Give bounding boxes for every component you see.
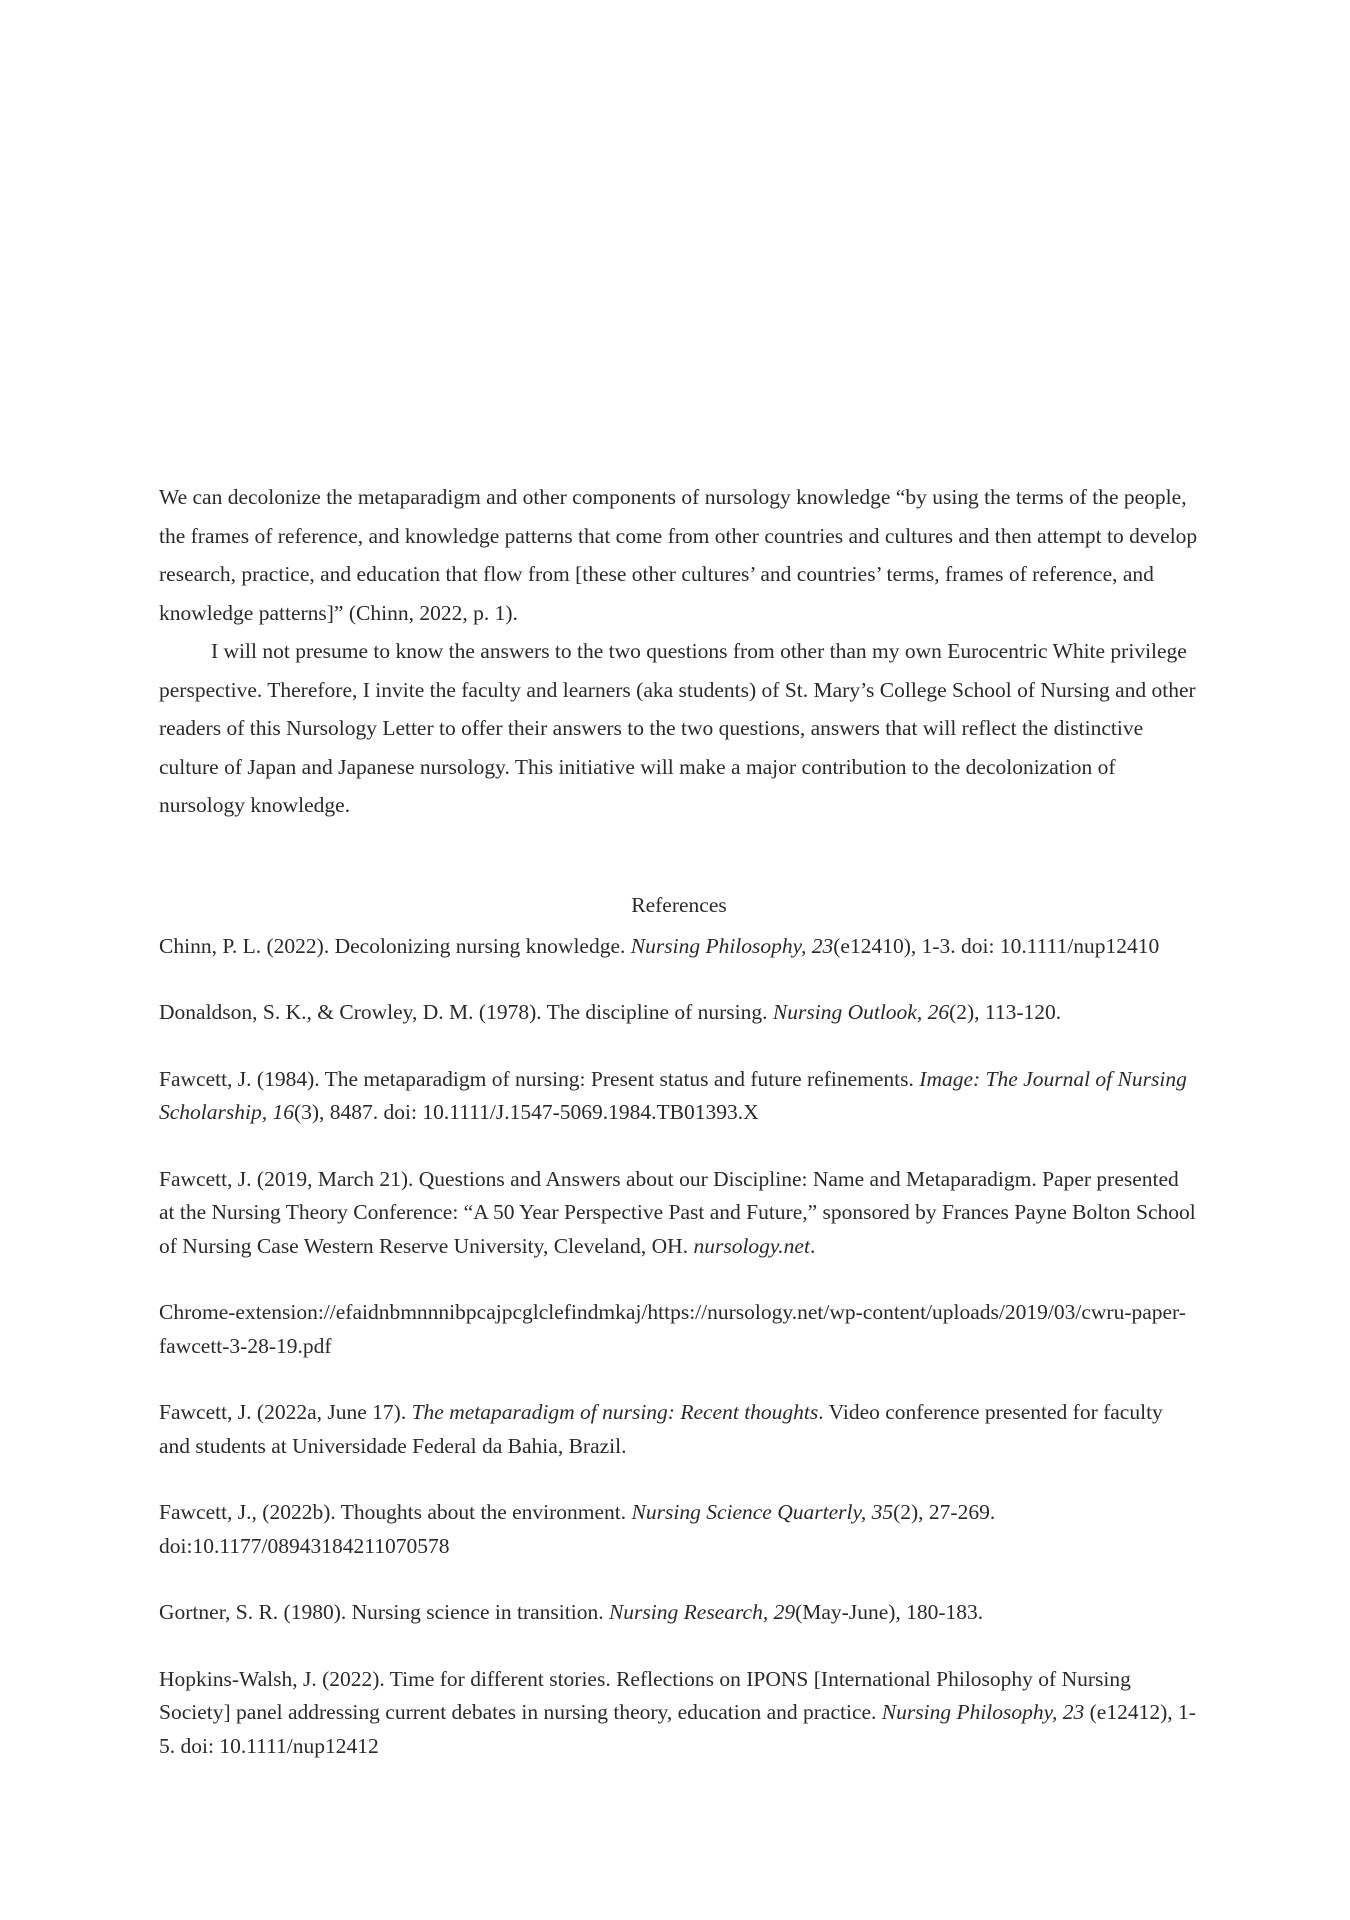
reference-text: . (809, 1233, 816, 1258)
reference-item (159, 1163, 1199, 1264)
reference-text: (2), 113-120. (949, 1000, 1062, 1024)
paragraph-invitation: I will not presume to know the answers to the two questions from other than my own Eurocentric White privilege perspective. Therefore, I invite the faculty and learners (aka students) of St. Mary’s College School of Nursing and other readers of this Nursology Letter to offer their answers to the two questions, answers that will reflect the distinctive culture of Japan and Japanese nursology. This initiative will make a major contribution to the decolonization of nursology knowledge. (159, 639, 1196, 817)
reference-item (159, 1596, 1199, 1630)
reference-text: (2), 27-269. doi:10.1177/08943184211070578 (159, 1500, 996, 1558)
reference-text: (e12410), 1-3. doi: 10.1111/nup12410 (833, 933, 1160, 958)
reference-source: Nursing Philosophy, 23 (881, 1700, 1085, 1724)
reference-text: Fawcett, J. (2022a, June 17). (159, 1400, 412, 1424)
reference-text: (e12412), 1-5. doi: 10.1111/nup12412 (159, 1700, 1196, 1758)
body-text (159, 478, 1199, 825)
reference-source: The metaparadigm of nursing: Recent thoughts (411, 1400, 819, 1424)
reference-text: Chrome-extension://efaidnbmnnnibpcajpcglclefindmkaj/https://nursology.net/wp-content/uploads/2019/03/cwru-paper-fawcett-3-28-19.pdf (159, 1300, 1186, 1358)
reference-source: Image: The Journal of Nursing Scholarship, 16 (159, 1066, 1187, 1124)
references-list (159, 930, 1199, 1764)
reference-text: Gortner, S. R. (1980). Nursing science in transition. (159, 1600, 609, 1624)
reference-source: Nursing Outlook, 26 (772, 1000, 950, 1024)
reference-text: . Video conference presented for faculty and students at Universidade Federal da Bahia, Brazil. (159, 1400, 1163, 1458)
reference-source: nursology.net (693, 1233, 810, 1258)
reference-source: Nursing Science Quarterly, 35 (631, 1500, 894, 1524)
reference-item (159, 1496, 1199, 1563)
reference-item (159, 996, 1199, 1030)
reference-item (159, 930, 1199, 964)
reference-text: Chinn, P. L. (2022). Decolonizing nursing knowledge. (159, 933, 631, 958)
reference-text: Hopkins-Walsh, J. (2022). Time for different stories. Reflections on IPONS [International Philosophy of Nursing Society] panel addressing current debates in nursing theory, education and practice. (159, 1666, 1131, 1724)
reference-url (159, 1296, 1199, 1363)
reference-source: Nursing Research, 29 (608, 1600, 796, 1624)
reference-text: Fawcett, J. (1984). The metaparadigm of nursing: Present status and future refinements. (159, 1066, 920, 1091)
reference-text: Fawcett, J., (2022b). Thoughts about the environment. (159, 1500, 632, 1524)
reference-text: (May-June), 180-183. (795, 1600, 984, 1624)
reference-item (159, 1063, 1199, 1130)
reference-text: Fawcett, J. (2019, March 21). Questions and Answers about our Discipline: Name and Metaparadigm. Paper presented at the Nursing Theory Conference: “A 50 Year Perspective Past and Future,” sponsored by Frances Payne Bolton School of Nursing Case Western Reserve University, Cleveland, OH. (159, 1166, 1196, 1258)
reference-text: Donaldson, S. K., & Crowley, D. M. (1978). The discipline of nursing. (159, 1000, 773, 1024)
reference-item (159, 1663, 1199, 1764)
references-heading: References (631, 892, 727, 917)
reference-item (159, 1396, 1199, 1463)
paragraph-decolonize: We can decolonize the metaparadigm and other components of nursology knowledge “by using the terms of the people, the frames of reference, and knowledge patterns that come from other countries and cultures and then attempt to develop research, practice, and education that flow from [these other cultures’ and countries’ terms, frames of reference, and knowledge patterns]” (Chinn, 2022, p. 1). (159, 485, 1198, 625)
document-page (159, 478, 1199, 1796)
reference-text: (3), 8487. doi: 10.1111/J.1547-5069.1984.TB01393.X (293, 1100, 759, 1124)
reference-source: Nursing Philosophy, 23 (630, 933, 834, 958)
